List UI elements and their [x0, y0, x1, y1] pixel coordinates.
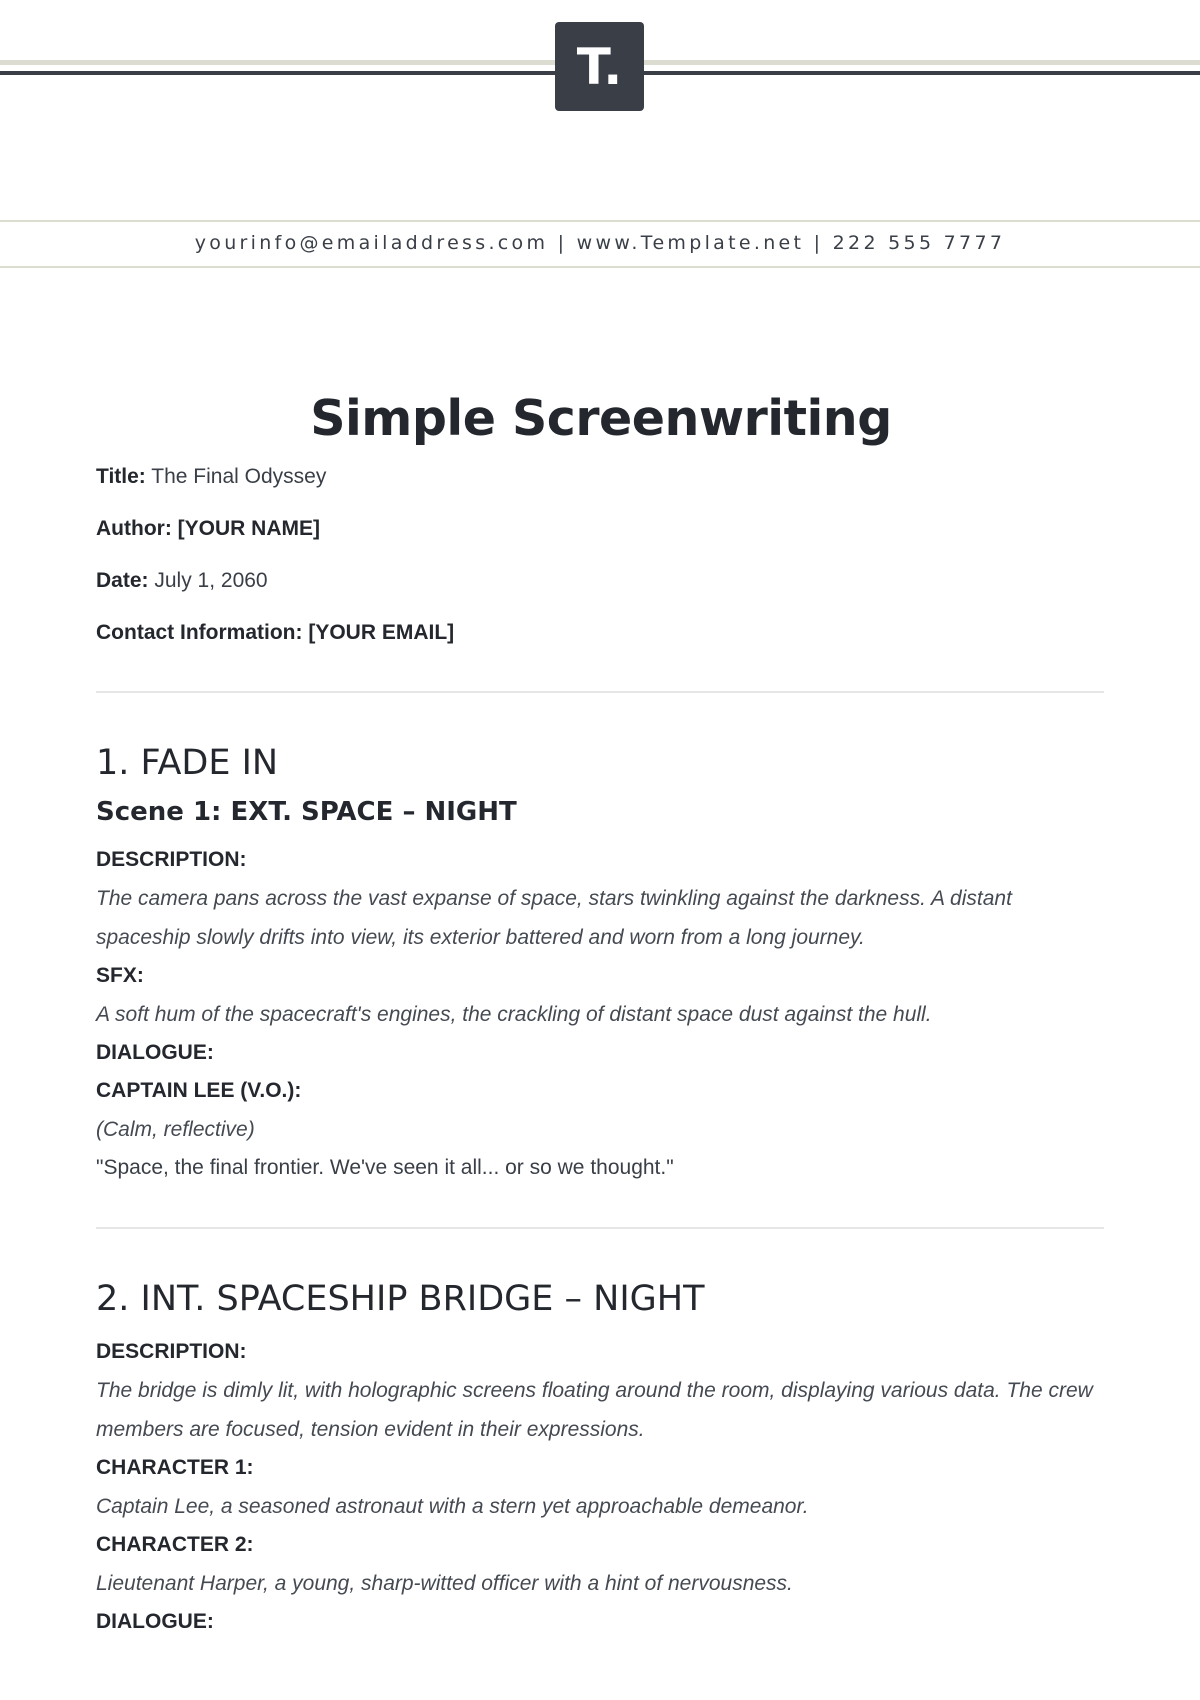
sfx-text: A soft hum of the spacecraft's engines, the crackling of distant space dust against the hull. [96, 1003, 932, 1026]
template-logo: T. [556, 23, 643, 110]
character1-text: Captain Lee, a seasoned astronaut with a stern yet approachable demeanor. [96, 1495, 809, 1518]
character2-label: CHARACTER 2: [96, 1533, 254, 1556]
section-divider [96, 691, 1104, 693]
contact-rule-top [0, 220, 1200, 222]
meta-contact-value: [YOUR EMAIL] [308, 621, 455, 644]
character1-label: CHARACTER 1: [96, 1456, 254, 1479]
document-title: Simple Screenwriting [310, 390, 892, 447]
meta-contact-row [96, 621, 1106, 645]
meta-date-value: July 1, 2060 [154, 569, 268, 592]
dialogue-line: "Space, the final frontier. We've seen it all... or so we thought." [96, 1156, 674, 1179]
character2-text: Lieutenant Harper, a young, sharp-witted officer with a hint of nervousness. [96, 1572, 793, 1595]
speaker-name: CAPTAIN LEE (V.O.): [96, 1079, 302, 1102]
meta-contact-label: Contact Information: [96, 621, 303, 644]
meta-date-label: Date: [96, 569, 149, 592]
description-label: DESCRIPTION: [96, 1340, 247, 1363]
description-text: The bridge is dimly lit, with holographic screens floating around the room, displaying various data. The crew members are focused, tension evident in their expressions. [96, 1379, 1093, 1441]
dialogue-label: DIALOGUE: [96, 1041, 214, 1064]
meta-author-value: [YOUR NAME] [177, 517, 320, 540]
meta-author-row [96, 517, 1106, 541]
dialogue-label: DIALOGUE: [96, 1610, 214, 1633]
meta-date-row [96, 569, 1106, 593]
section-heading: 1. FADE IN [96, 743, 279, 783]
document-body [96, 390, 1106, 1641]
scene-heading: Scene 1: EXT. SPACE – NIGHT [96, 797, 517, 827]
section-divider [96, 1227, 1104, 1229]
meta-title-label: Title: [96, 465, 146, 488]
sfx-label: SFX: [96, 964, 144, 987]
parenthetical: (Calm, reflective) [96, 1118, 255, 1141]
meta-title-row [96, 465, 1106, 489]
section-heading: 2. INT. SPACESHIP BRIDGE – NIGHT [96, 1279, 705, 1319]
meta-author-label: Author: [96, 517, 172, 540]
description-label: DESCRIPTION: [96, 848, 247, 871]
contact-line: yourinfo@emailaddress.com | www.Template.net | 222 555 7777 [194, 232, 1006, 254]
meta-title-value: The Final Odyssey [151, 465, 327, 488]
description-text: The camera pans across the vast expanse of space, stars twinkling against the darkness. A distant spaceship slowly drifts into view, its exterior battered and worn from a long journey. [96, 887, 1012, 949]
contact-rule-bottom [0, 266, 1200, 268]
